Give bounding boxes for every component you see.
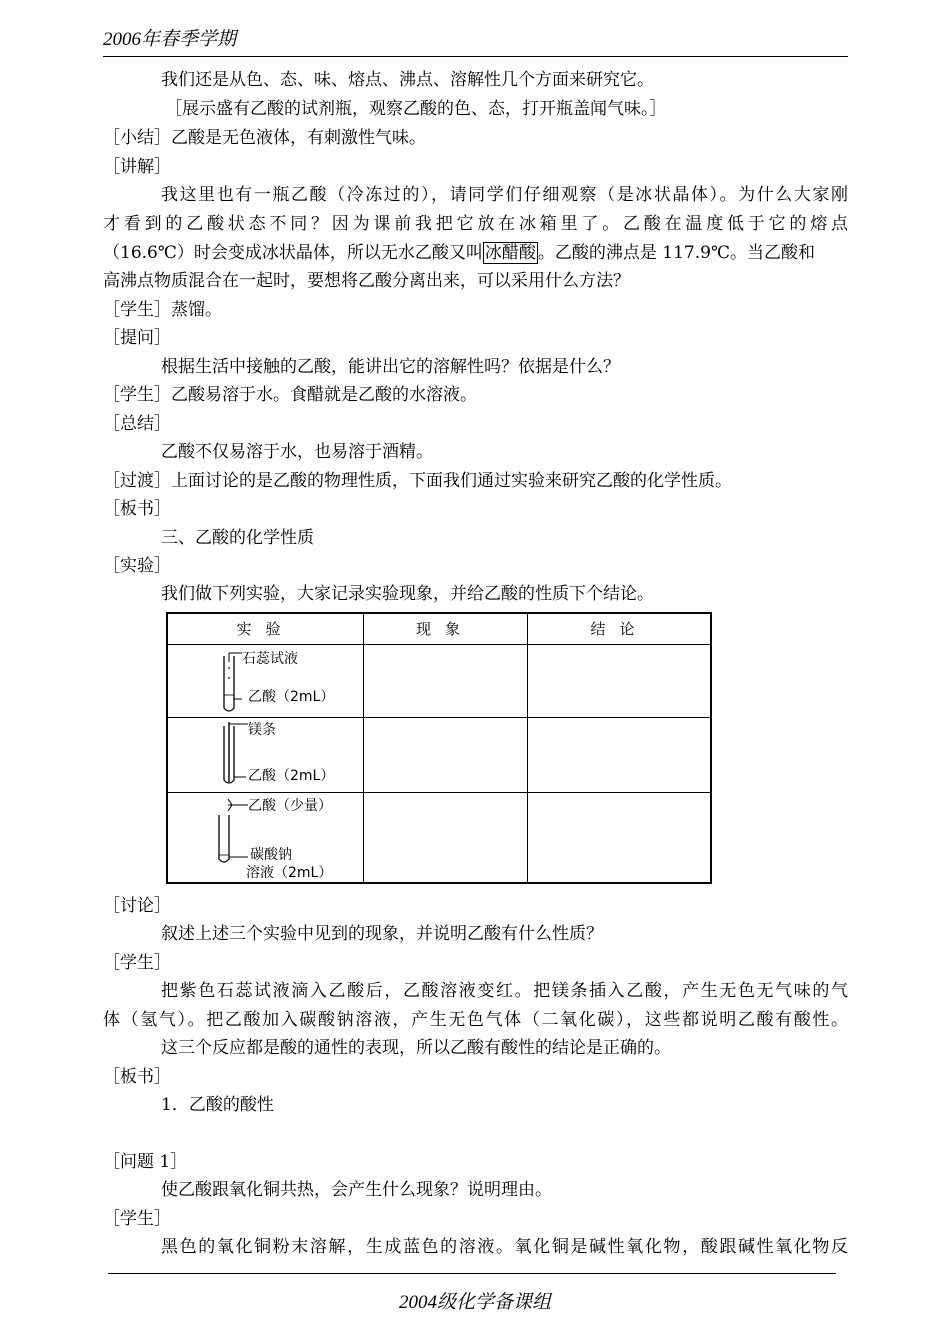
text-line (103, 239, 848, 267)
table-divider (363, 614, 364, 882)
page-header: 2006年春季学期 (103, 29, 237, 50)
text-line: ［展示盛有乙酸的试剂瓶，观察乙酸的色、态，打开瓶盖闻气味。］ (165, 99, 667, 119)
text-line: 我们还是从色、态、味、熔点、沸点、溶解性几个方面来研究它。 (161, 70, 654, 90)
text-line: 把紫色石蕊试液滴入乙酸后，乙酸溶液变红。把镁条插入乙酸，产生无色无气味的气 (161, 981, 848, 1001)
page-footer: 2004级化学备课组 (398, 1292, 551, 1313)
sodium-carbonate-label: 碳酸钠 (250, 847, 292, 863)
text-line: ［学生］蒸馏。 (103, 300, 222, 320)
text-line: ［提问］ (103, 328, 171, 348)
text-line: ［过渡］上面讨论的是乙酸的物理性质，下面我们通过实验来研究乙酸的化学性质。 (103, 471, 732, 491)
acetic-acid-label: 乙酸（2mL） (248, 689, 335, 705)
text-line: ［实验］ (103, 556, 171, 576)
text-line: ［板书］ (103, 1067, 171, 1087)
text-line: 这三个反应都是酸的通性的表现，所以乙酸有酸性的结论是正确的。 (161, 1038, 671, 1058)
text-line: ［小结］乙酸是无色液体，有刺激性气味。 (103, 128, 426, 148)
text-line: 体（氢气）。把乙酸加入碳酸钠溶液，产生无色气体（二氧化碳），这些都说明乙酸有酸性。 (103, 1010, 848, 1030)
text-line: 才看到的乙酸状态不同？因为课前我把它放在冰箱里了。乙酸在温度低于它的熔点 (103, 214, 848, 234)
table-divider (527, 614, 528, 882)
experiment-table (166, 612, 712, 884)
table-divider (168, 717, 710, 718)
text-line: 高沸点物质混合在一起时，要想将乙酸分离出来，可以采用什么方法？ (103, 271, 630, 291)
acetic-acid-label: 乙酸（2mL） (248, 768, 335, 784)
text-line: ［讲解］ (103, 157, 171, 177)
table-header-experiment: 实验 (236, 620, 295, 638)
litmus-label: 石蕊试液 (242, 651, 298, 667)
text-line: ［总结］ (103, 414, 171, 434)
acetic-acid-small-label: 乙酸（少量） (248, 798, 332, 814)
text-line: 1．乙酸的酸性 (161, 1095, 274, 1115)
test-tube-sodium-carbonate-icon (212, 797, 248, 867)
text-line: 根据生活中接触的乙酸，能讲出它的溶解性吗？依据是什么？ (161, 357, 620, 377)
text-line: ［学生］乙酸易溶于水。食醋就是乙酸的水溶液。 (103, 385, 477, 405)
solution-label: 溶液（2mL） (246, 865, 333, 881)
header-rule (103, 56, 848, 57)
text-line: 叙述上述三个实验中见到的现象，并说明乙酸有什么性质？ (161, 924, 603, 944)
test-tube-magnesium-icon (218, 720, 250, 788)
magnesium-label: 镁条 (248, 722, 276, 738)
text-line: ［问题 1］ (103, 1152, 188, 1172)
text-line: 三、乙酸的化学性质 (161, 528, 314, 548)
highlighted-term: 冰醋酸 (484, 243, 536, 263)
text-line: ［板书］ (103, 499, 171, 519)
text-line: 乙酸不仅易溶于水，也易溶于酒精。 (161, 442, 433, 462)
footer-rule (108, 1273, 836, 1274)
text-line: ［学生］ (103, 953, 171, 973)
text-line: 黑色的氧化铜粉末溶解，生成蓝色的溶液。氧化铜是碱性氧化物，酸跟碱性氧化物反 (161, 1237, 848, 1257)
text-line: ［讨论］ (103, 896, 171, 916)
text-line: ［学生］ (103, 1209, 171, 1229)
table-header-phenomenon: 现象 (415, 620, 474, 638)
text-span: 。乙酸的沸点是 117.9℃。当乙酸和 (537, 243, 815, 263)
table-divider (168, 792, 710, 793)
text-span: （16.6℃）时会变成冰状晶体，所以无水乙酸又叫 (103, 243, 483, 263)
table-divider (168, 644, 710, 645)
test-tube-litmus-icon (212, 650, 242, 716)
text-line: 使乙酸跟氧化铜共热，会产生什么现象？说明理由。 (161, 1180, 552, 1200)
text-line: 我这里也有一瓶乙酸（冷冻过的），请同学们仔细观察（是冰状晶体）。为什么大家刚 (161, 185, 848, 205)
table-header-conclusion: 结论 (590, 620, 649, 638)
text-line: 我们做下列实验，大家记录实验现象，并给乙酸的性质下个结论。 (161, 584, 654, 604)
